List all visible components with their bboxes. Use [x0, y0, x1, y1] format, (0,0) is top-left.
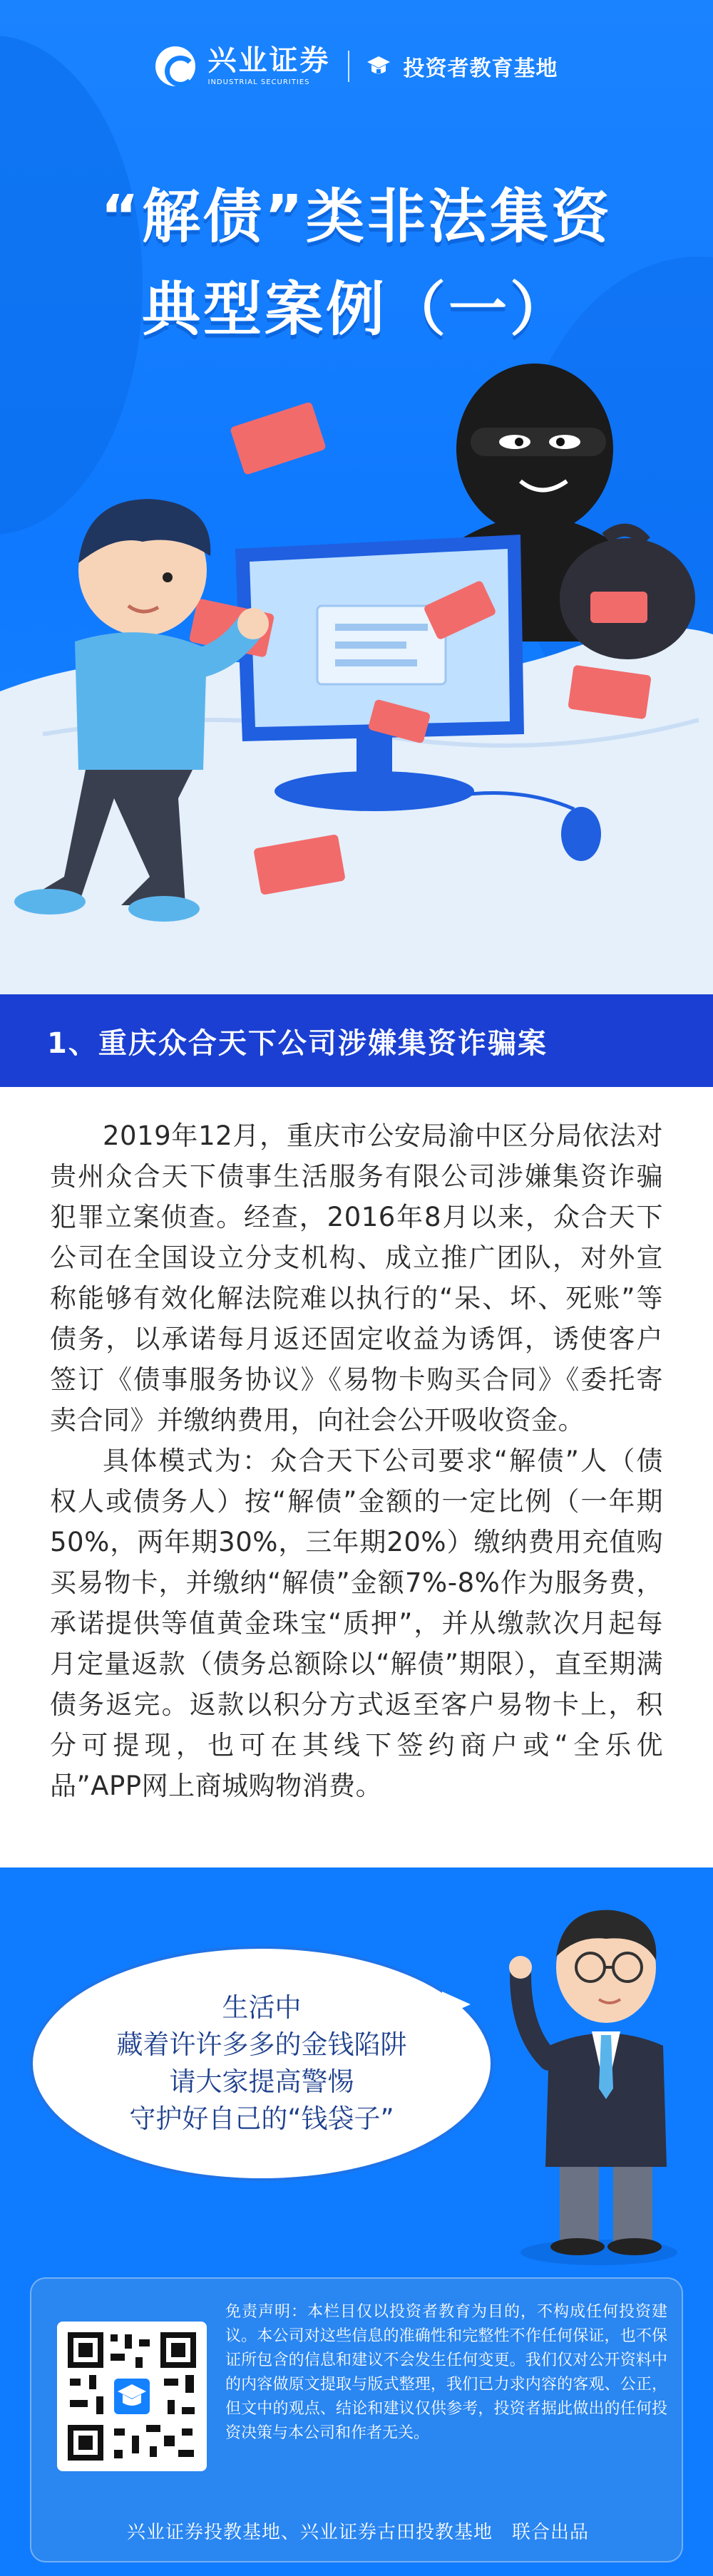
hero-title-line-2: 典型案例（一）: [141, 276, 571, 344]
brand-name-en: INDUSTRIAL SECURITIES: [207, 78, 310, 86]
graduation-cap-icon: [366, 54, 391, 78]
section-title: 1、重庆众合天下公司涉嫌集资诈骗案: [47, 1026, 548, 1060]
disclaimer-text: 免责声明：本栏目仅以投资者教育为目的，不构成任何投资建议。本公司对这些信息的准确性和完整性不作任何保证，也不保证所包含的信息和建议不会发生任何变更。我们仅对公开资料中的内容做原文提取与版式整理，我们已力求内容的客观、公正，但文中的观点、结论和建议仅供参考，投资者据此做出的任何投资决策与本公司和作者无关。: [225, 2303, 667, 2442]
logo-bar: [0, 41, 713, 91]
case-article: [0, 1087, 713, 1867]
qr-code: [57, 2322, 207, 2471]
edu-base-label: 投资者教育基地: [403, 56, 558, 81]
logo-divider: [348, 51, 349, 82]
bubble-line-1: 生活中: [222, 1992, 302, 2023]
hero-title-line-1: “解债”类非法集资: [101, 183, 612, 251]
teacher-figure: [499, 1882, 706, 2267]
brand-name: [208, 46, 331, 86]
logo-icon: [155, 46, 195, 86]
bubble-line-4: 守护好自己的“钱袋子”: [129, 2103, 394, 2134]
brand-name-cn: 兴业证券: [207, 44, 331, 77]
footer-card: [30, 2277, 683, 2562]
hero-title: [0, 171, 713, 356]
article-paragraph-1: 2019年12月，重庆市公安局渝中区分局依法对贵州众合天下债事生活服务有限公司涉嫌集资诈骗犯罪立案侦查。经查，2016年8月以来，众合天下公司在全国设立分支机构、成立推广团队，对外宣称能够有效化解法院难以执行的“呆、坏、死账”等债务，以承诺每月返还固定收益为诱饵，诱使客户签订《债事服务协议》《易物卡购买合同》《委托寄卖合同》并缴纳费用，向社会公开吸收资金。: [50, 1120, 663, 1436]
bubble-line-2: 藏着许许多多的金钱陷阱: [116, 2029, 407, 2060]
speech-bubble: [30, 1946, 493, 2181]
bubble-line-3: 请大家提高警惕: [169, 2066, 354, 2097]
section-header: [0, 994, 713, 1087]
hero-illustration: [0, 335, 713, 994]
hero-banner: [0, 0, 713, 994]
bottom-section: [0, 1867, 713, 2576]
producer-credit: 兴业证券投教基地、兴业证券古田投教基地 联合出品: [126, 2522, 589, 2543]
article-paragraph-2: 具体模式为：众合天下公司要求“解债”人（债权人或债务人）按“解债”金额的一定比例（一年期50%，两年期30%，三年期20%）缴纳费用充值购买易物卡，并缴纳“解债”金额7%-8%作为服务费，承诺提供等值黄金珠宝“质押”，并从缴款次月起每月定量返款（债务总额除以“解债”期限），直至期满债务返完。返款以积分方式返至客户易物卡上，积分可提现，也可在其线下签约商户或“全乐优品”APP网上商城购物消费。: [50, 1446, 663, 1801]
